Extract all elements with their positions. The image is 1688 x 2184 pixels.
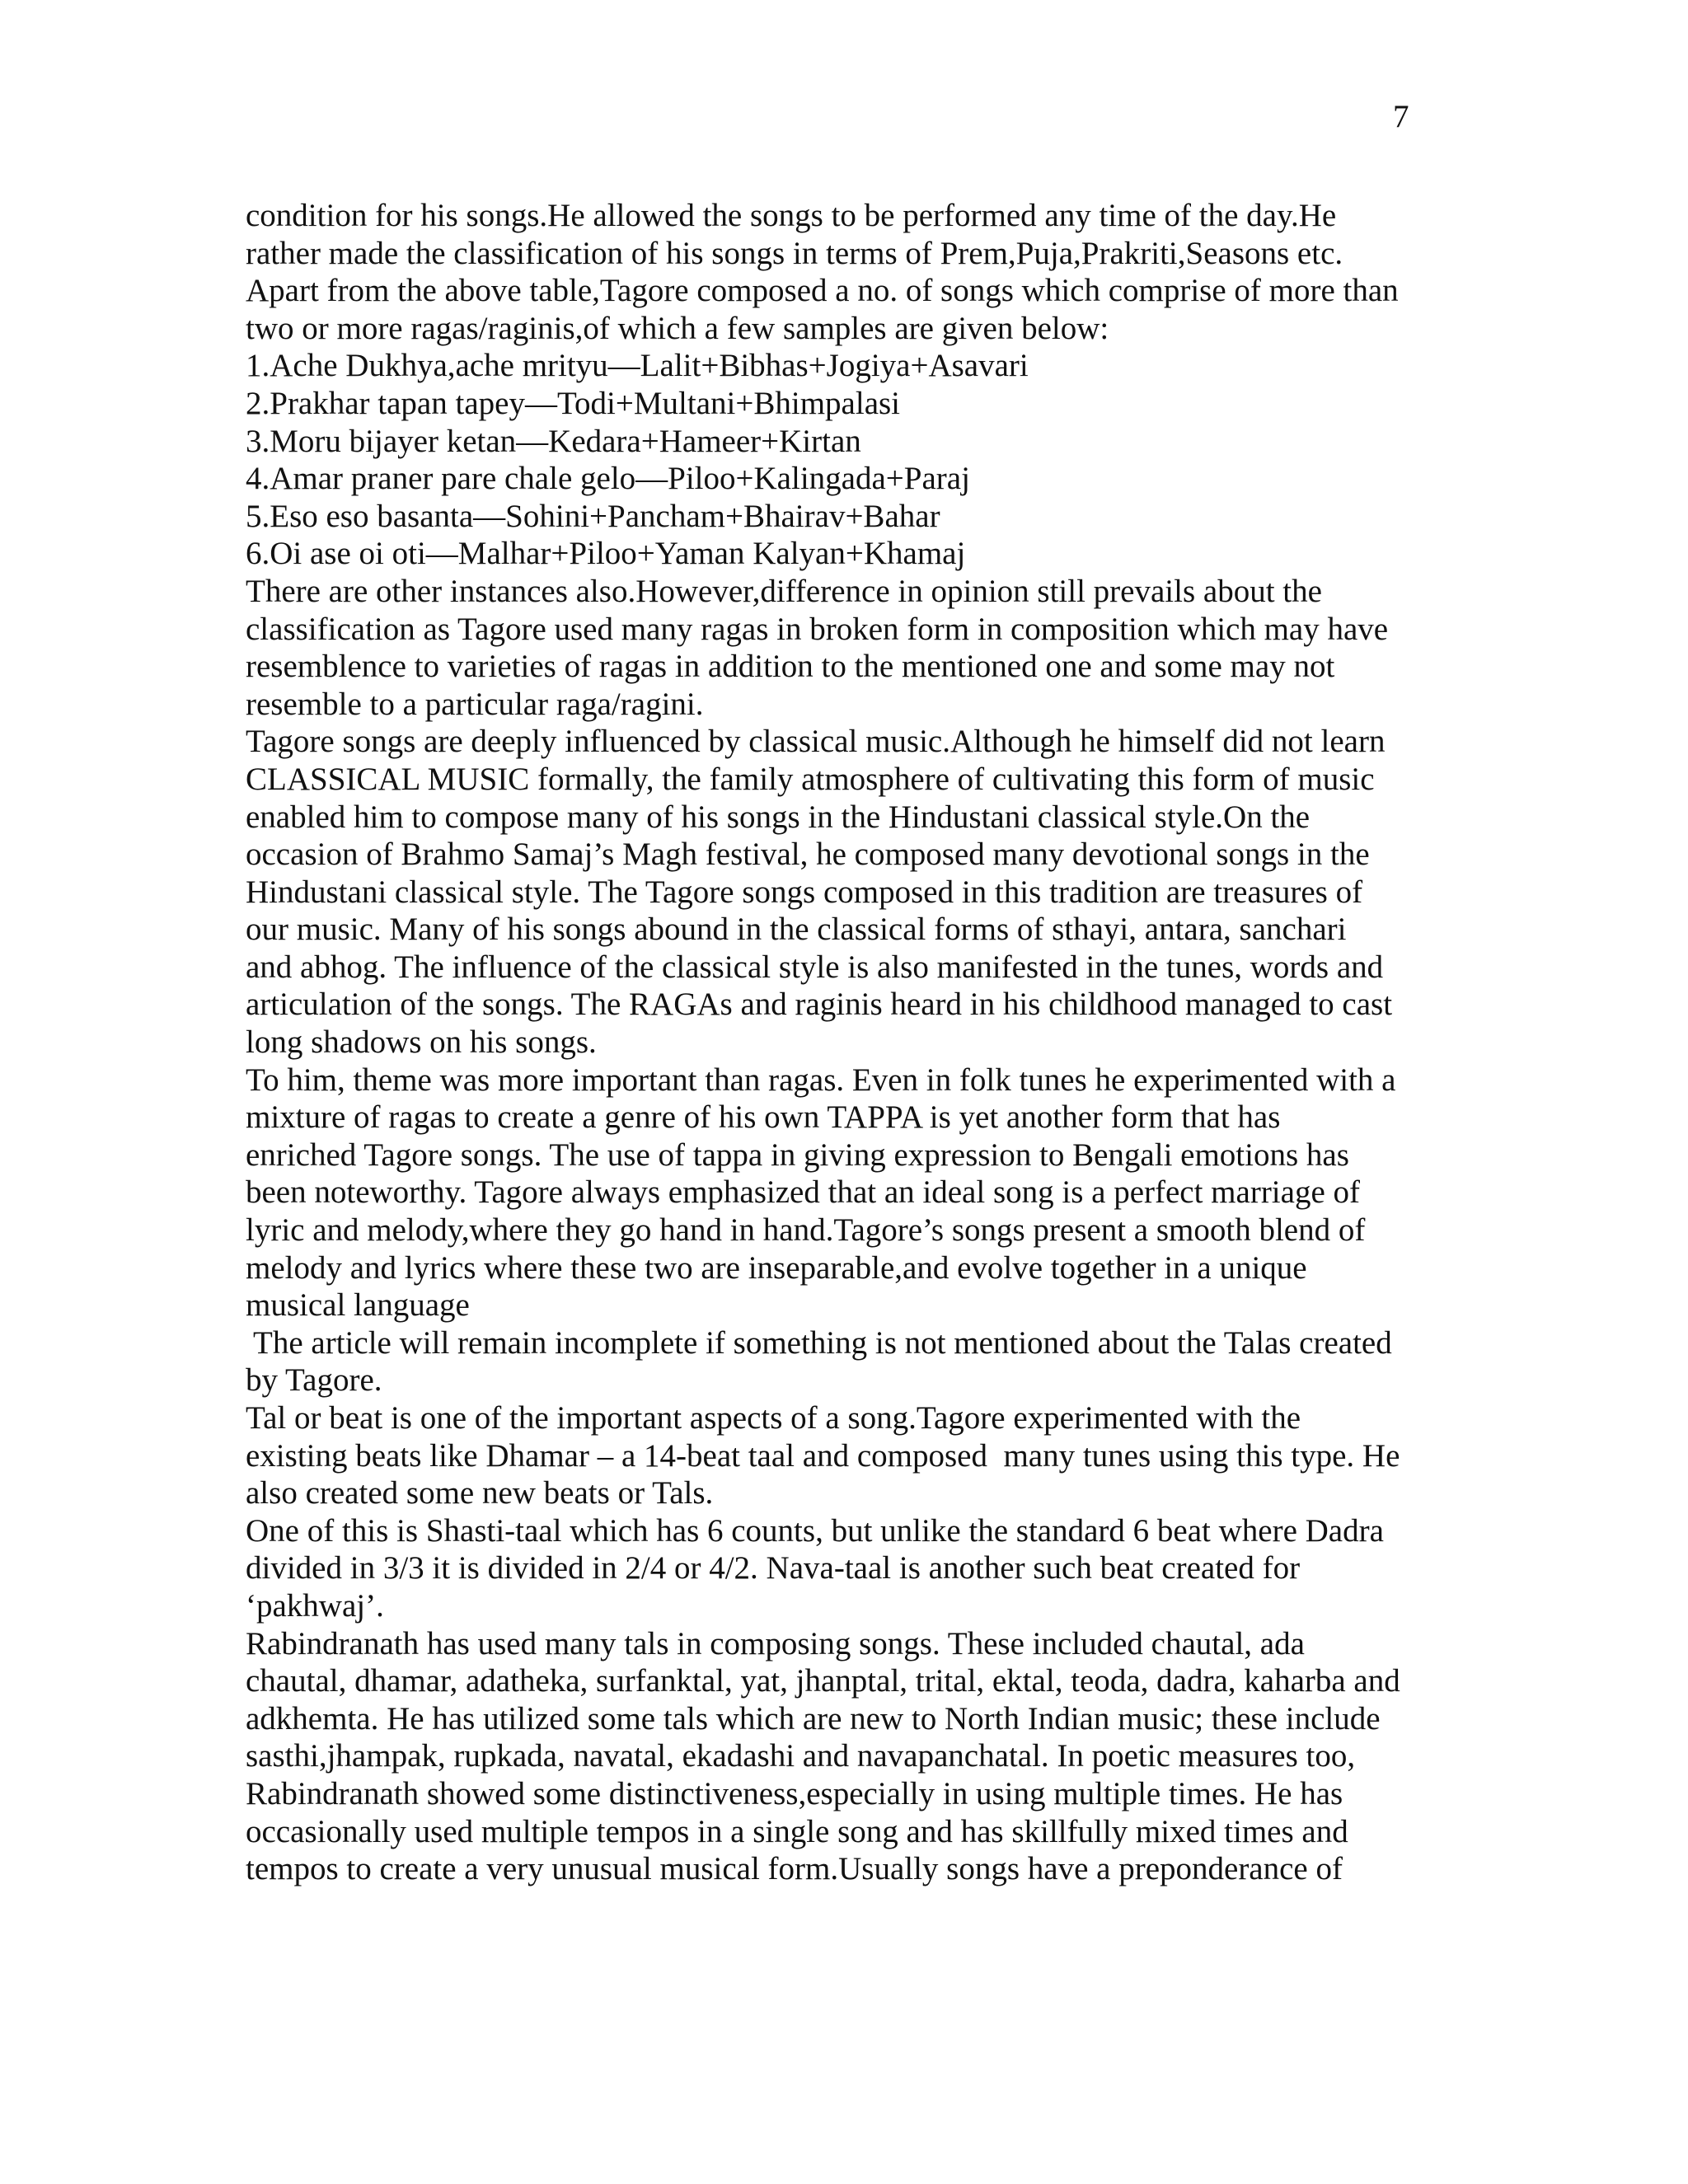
text-line: enriched Tagore songs. The use of tappa in giving expression to Bengali emotions has bbox=[246, 1137, 1349, 1173]
page-number: 7 bbox=[1393, 99, 1409, 134]
text-line: resemblence to varieties of ragas in addition to the mentioned one and some may not bbox=[246, 649, 1335, 685]
text-line: CLASSICAL MUSIC formally, the family atmosphere of cultivating this form of music bbox=[246, 761, 1375, 797]
text-line: Hindustani classical style. The Tagore songs composed in this tradition are treasures of bbox=[246, 874, 1363, 910]
text-line: melody and lyrics where these two are inseparable,and evolve together in a unique bbox=[246, 1249, 1307, 1286]
text-line: articulation of the songs. The RAGAs and raginis heard in his childhood managed to cast bbox=[246, 987, 1393, 1023]
text-line: existing beats like Dhamar – a 14-beat taal and composed many tunes using this type. He bbox=[246, 1437, 1400, 1474]
text-line: The article will remain incomplete if something is not mentioned about the Talas created bbox=[246, 1324, 1392, 1361]
text-line: Rabindranath has used many tals in composing songs. These included chautal, ada bbox=[246, 1625, 1305, 1661]
text-line: resemble to a particular raga/ragini. bbox=[246, 686, 704, 722]
text-line: musical language bbox=[246, 1287, 470, 1324]
text-line: adkhemta. He has utilized some tals which are new to North Indian music; these include bbox=[246, 1700, 1381, 1736]
text-line: Rabindranath showed some distinctiveness,especially in using multiple times. He has bbox=[246, 1775, 1343, 1811]
text-line: sasthi,jhampak, rupkada, navatal, ekadashi and navapanchatal. In poetic measures too, bbox=[246, 1738, 1356, 1774]
text-line: rather made the classification of his songs in terms of Prem,Puja,Prakriti,Seasons etc. bbox=[246, 235, 1343, 271]
text-line: occasion of Brahmo Samaj’s Magh festival, he composed many devotional songs in the bbox=[246, 837, 1370, 873]
text-line: condition for his songs.He allowed the songs to be performed any time of the day.He bbox=[246, 198, 1337, 233]
text-line: two or more ragas/raginis,of which a few samples are given below: bbox=[246, 310, 1109, 346]
body-text bbox=[246, 197, 1482, 1888]
text-line: Apart from the above table,Tagore composed a no. of songs which comprise of more than bbox=[246, 273, 1399, 309]
text-line: One of this is Shasti-taal which has 6 counts, but unlike the standard 6 beat where Dadra bbox=[246, 1512, 1384, 1549]
text-line: 6.Oi ase oi oti—Malhar+Piloo+Yaman Kalyan+Khamaj bbox=[246, 536, 966, 572]
text-line: There are other instances also.However,difference in opinion still prevails about the bbox=[246, 573, 1322, 609]
text-line: tempos to create a very unusual musical form.Usually songs have a preponderance of bbox=[246, 1851, 1343, 1887]
text-line: long shadows on his songs. bbox=[246, 1024, 597, 1061]
text-line: our music. Many of his songs abound in the classical forms of sthayi, antara, sanchari bbox=[246, 912, 1347, 948]
text-line: enabled him to compose many of his songs in the Hindustani classical style.On the bbox=[246, 799, 1311, 835]
text-line: 1.Ache Dukhya,ache mrityu—Lalit+Bibhas+Jogiya+Asavari bbox=[246, 348, 1029, 384]
text-line: chautal, dhamar, adatheka, surfanktal, yat, jhanptal, trital, ektal, teoda, dadra, kaharba and bbox=[246, 1663, 1400, 1699]
text-line: lyric and melody,where they go hand in hand.Tagore’s songs present a smooth blend of bbox=[246, 1212, 1366, 1249]
text-line: 5.Eso eso basanta—Sohini+Pancham+Bhairav+Bahar bbox=[246, 498, 940, 534]
text-line: 4.Amar praner pare chale gelo—Piloo+Kalingada+Paraj bbox=[246, 461, 970, 497]
text-line: Tagore songs are deeply influenced by classical music.Although he himself did not learn bbox=[246, 724, 1386, 760]
text-line: classification as Tagore used many ragas in broken form in composition which may have bbox=[246, 611, 1389, 647]
text-line: 2.Prakhar tapan tapey—Todi+Multani+Bhimpalasi bbox=[246, 385, 901, 421]
text-line: also created some new beats or Tals. bbox=[246, 1475, 714, 1511]
text-line: and abhog. The influence of the classical style is also manifested in the tunes, words and bbox=[246, 949, 1384, 985]
text-line: Tal or beat is one of the important aspects of a song.Tagore experimented with the bbox=[246, 1400, 1301, 1436]
text-line: mixture of ragas to create a genre of his own TAPPA is yet another form that has bbox=[246, 1099, 1281, 1136]
text-line: been noteworthy. Tagore always emphasized that an ideal song is a perfect marriage of bbox=[246, 1174, 1360, 1211]
text-line: occasionally used multiple tempos in a single song and has skillfully mixed times and bbox=[246, 1813, 1348, 1849]
text-line: ‘pakhwaj’. bbox=[246, 1587, 384, 1624]
text-line: divided in 3/3 it is divided in 2/4 or 4/2. Nava-taal is another such beat created for bbox=[246, 1550, 1301, 1586]
text-line: To him, theme was more important than ragas. Even in folk tunes he experimented with a bbox=[246, 1062, 1396, 1098]
text-line: 3.Moru bijayer ketan—Kedara+Hameer+Kirtan bbox=[246, 423, 861, 459]
text-line: by Tagore. bbox=[246, 1362, 382, 1399]
